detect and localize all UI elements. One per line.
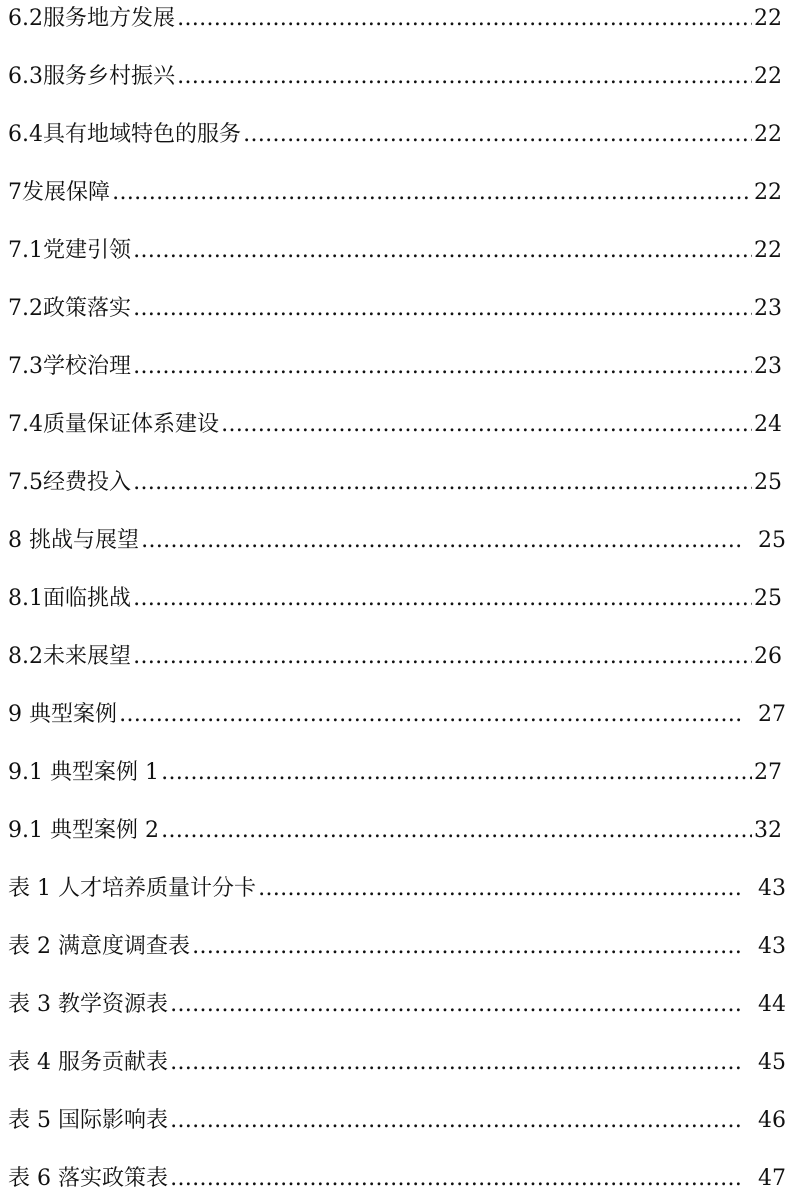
toc-entry[interactable] xyxy=(8,60,782,94)
toc-entry-label: 表 1 人才培养质量计分卡 xyxy=(8,876,256,901)
toc-entry-label: 6.3服务乡村振兴 xyxy=(8,64,175,89)
toc-entry-label: 9.1 典型案例 2 xyxy=(8,818,159,843)
toc-entry-label: 7.2政策落实 xyxy=(8,296,131,321)
toc-entry-label: 表 3 教学资源表 xyxy=(8,992,168,1017)
toc-entry-label: 9.1 典型案例 1 xyxy=(8,760,159,785)
toc-entry[interactable] xyxy=(8,930,786,964)
toc-entry[interactable] xyxy=(8,118,782,152)
dot-leader xyxy=(170,1046,744,1080)
toc-entry-page: 22 xyxy=(754,6,782,31)
toc-entry-page: 27 xyxy=(754,760,782,785)
dot-leader xyxy=(133,640,752,674)
toc-entry-page: 23 xyxy=(754,354,782,379)
dot-leader xyxy=(221,408,752,442)
toc-entry-page: 22 xyxy=(754,122,782,147)
toc-entry[interactable] xyxy=(8,2,782,36)
toc-entry[interactable] xyxy=(8,1104,786,1138)
toc-entry-label: 8.2未来展望 xyxy=(8,644,131,669)
toc-entry-label: 7.5经费投入 xyxy=(8,470,131,495)
toc-entry-page: 22 xyxy=(754,64,782,89)
dot-leader xyxy=(133,292,752,326)
toc-entry-page: 45 xyxy=(758,1050,786,1075)
toc-entry[interactable] xyxy=(8,466,782,500)
toc-entry-page: 26 xyxy=(754,644,782,669)
dot-leader xyxy=(141,524,744,558)
dot-leader xyxy=(133,466,752,500)
dot-leader xyxy=(133,582,752,616)
toc-entry[interactable] xyxy=(8,234,782,268)
toc-entry[interactable] xyxy=(8,408,782,442)
toc-entry[interactable] xyxy=(8,1162,786,1196)
toc-entry-page: 22 xyxy=(754,180,782,205)
toc-entry[interactable] xyxy=(8,1046,786,1080)
dot-leader xyxy=(177,60,752,94)
dot-leader xyxy=(161,756,752,790)
toc-entry-label: 9 典型案例 xyxy=(8,702,117,727)
toc-entry-label: 7.1党建引领 xyxy=(8,238,131,263)
toc-entry-label: 6.4具有地域特色的服务 xyxy=(8,122,241,147)
dot-leader xyxy=(177,2,752,36)
toc-entry-page: 44 xyxy=(758,992,786,1017)
toc-entry-page: 23 xyxy=(754,296,782,321)
toc-entry-label: 7发展保障 xyxy=(8,180,110,205)
toc-entry-page: 24 xyxy=(754,412,782,437)
toc-entry-page: 22 xyxy=(754,238,782,263)
toc-entry[interactable] xyxy=(8,988,786,1022)
dot-leader xyxy=(112,176,752,210)
toc-entry[interactable] xyxy=(8,524,786,558)
toc-entry[interactable] xyxy=(8,176,782,210)
dot-leader xyxy=(170,1104,744,1138)
toc-entry[interactable] xyxy=(8,698,786,732)
toc-entry[interactable] xyxy=(8,582,782,616)
toc-entry-label: 7.4质量保证体系建设 xyxy=(8,412,219,437)
toc-entry-label: 表 6 落实政策表 xyxy=(8,1166,168,1191)
toc-entry[interactable] xyxy=(8,292,782,326)
toc-entry-page: 32 xyxy=(754,818,782,843)
toc-entry-label: 8.1面临挑战 xyxy=(8,586,131,611)
dot-leader xyxy=(170,1162,744,1196)
toc-entry-page: 25 xyxy=(754,470,782,495)
toc-entry[interactable] xyxy=(8,872,786,906)
toc-entry-page: 25 xyxy=(758,528,786,553)
toc-entry[interactable] xyxy=(8,640,782,674)
toc-entry-label: 表 5 国际影响表 xyxy=(8,1108,168,1133)
dot-leader xyxy=(170,988,744,1022)
toc-entry[interactable] xyxy=(8,756,782,790)
toc-entry[interactable] xyxy=(8,814,782,848)
toc-entry-page: 47 xyxy=(758,1166,786,1191)
dot-leader xyxy=(133,350,752,384)
dot-leader xyxy=(119,698,744,732)
toc-entry-page: 25 xyxy=(754,586,782,611)
toc-entry-label: 7.3学校治理 xyxy=(8,354,131,379)
toc-entry-page: 43 xyxy=(758,934,786,959)
dot-leader xyxy=(258,872,744,906)
toc-entry-label: 6.2服务地方发展 xyxy=(8,6,175,31)
toc-entry-page: 46 xyxy=(758,1108,786,1133)
dot-leader xyxy=(161,814,752,848)
dot-leader xyxy=(133,234,752,268)
toc-entry-page: 43 xyxy=(758,876,786,901)
toc-entry-label: 表 2 满意度调查表 xyxy=(8,934,190,959)
dot-leader xyxy=(243,118,752,152)
toc-entry[interactable] xyxy=(8,350,782,384)
toc-entry-page: 27 xyxy=(758,702,786,727)
dot-leader xyxy=(192,930,744,964)
toc-entry-label: 表 4 服务贡献表 xyxy=(8,1050,168,1075)
toc-entry-label: 8 挑战与展望 xyxy=(8,528,139,553)
